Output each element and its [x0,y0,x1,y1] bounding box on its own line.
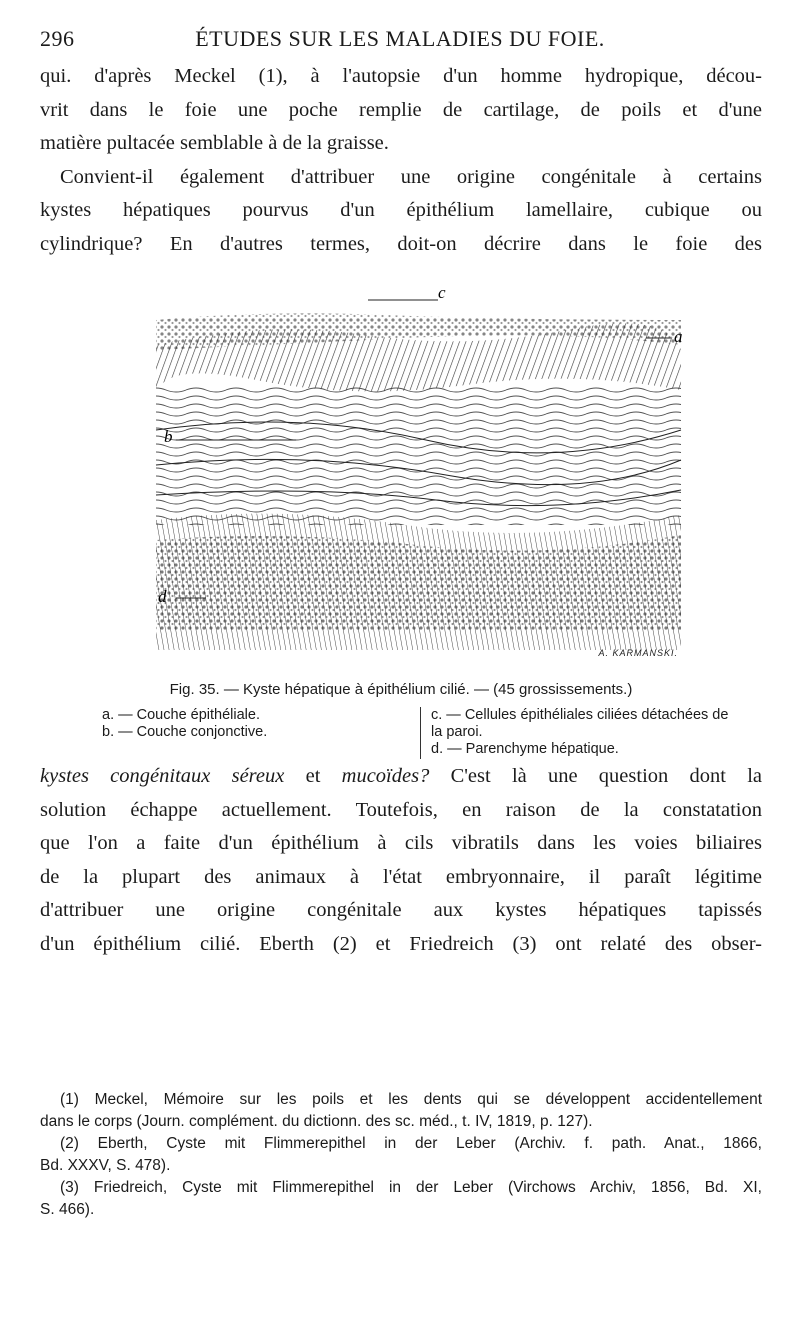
text-fragment: C'est là une question dont la [429,765,762,787]
legend-item: la paroi. [431,724,483,740]
figure-label-d: d [158,587,167,606]
text-line: que l'on a faite d'un épithélium à cils vibratils dans les voies biliaires [40,832,762,854]
figure-legend-right [420,707,761,759]
figure-caption: Fig. 35. — Kyste hépatique à épithélium cilié. — (45 grossissements.) [169,681,633,698]
text-line: de la plupart des animaux à l'état embryonnaire, il paraît légitime [40,865,762,888]
legend-item: c. — Cellules épithéliales ciliées détachées de [431,707,729,723]
legend-item: d. — Parenchyme hépatique. [431,741,619,757]
footnote-3 [40,1177,762,1221]
footnote-1 [40,1089,762,1133]
text-line: matière pultacée semblable à de la graisse. [40,132,389,154]
footnote-line: (2) Eberth, Cyste mit Flimmerepithel in der Leber (Archiv. f. path. Anat., 1866, [60,1135,762,1152]
page-number: 296 [40,26,75,51]
text-line [40,760,762,794]
text-line: kystes hépatiques pourvus d'un épithélium lamellaire, cubique ou [40,199,762,221]
running-title: ÉTUDES SUR LES MALADIES DU FOIE. [195,26,605,51]
footnote-line: Bd. XXXV, S. 478). [40,1157,171,1174]
paragraph-2 [40,760,762,961]
footnote-line: S. 466). [40,1201,95,1218]
footnote-line: dans le corps (Journ. complément. du dictionn. des sc. méd., t. IV, 1819, p. 127). [40,1113,593,1130]
text-line: Convient-il également d'attribuer une origine congénitale à certains [60,165,762,188]
text-line: d'attribuer une origine congénitale aux kystes hépatiques tapissés [40,899,762,921]
histology-figure [146,290,686,660]
figure-label-c: c [438,290,446,302]
figure-label-b: b [164,427,173,446]
figure-label-a: a [674,327,683,346]
footnote-2 [40,1133,762,1177]
figure-legend-left [102,707,412,741]
footnotes [40,1089,762,1221]
text-line: qui. d'après Meckel (1), à l'autopsie d'un homme hydropique, décou- [40,65,762,87]
text-fragment: et [284,765,342,787]
text-line: d'un épithélium cilié. Eberth (2) et Friedreich (3) ont relaté des obser- [40,932,762,955]
italic-term: kystes congénitaux séreux [40,765,285,787]
text-line: solution échappe actuellement. Toutefois, en raison de la constatation [40,798,762,821]
italic-term: mucoïdes? [341,765,430,787]
legend-item: a. — Couche épithéliale. [102,707,260,723]
text-line: vrit dans le foie une poche remplie de cartilage, de poils et d'une [40,98,762,121]
footnote-line: (3) Friedreich, Cyste mit Flimmerepithel in der Leber (Virchows Archiv, 1856, Bd. XI, [60,1179,762,1196]
figure-artist-signature: A. KARMANSKI. [598,648,678,658]
paragraph-1 [40,60,762,261]
footnote-line: (1) Meckel, Mémoire sur les poils et les dents qui se développent accidentellement [60,1091,762,1108]
legend-item: b. — Couche conjonctive. [102,724,268,740]
text-line: cylindrique? En d'autres termes, doit-on décrire dans le foie des [40,232,762,255]
liver-cyst-engraving [146,290,686,660]
